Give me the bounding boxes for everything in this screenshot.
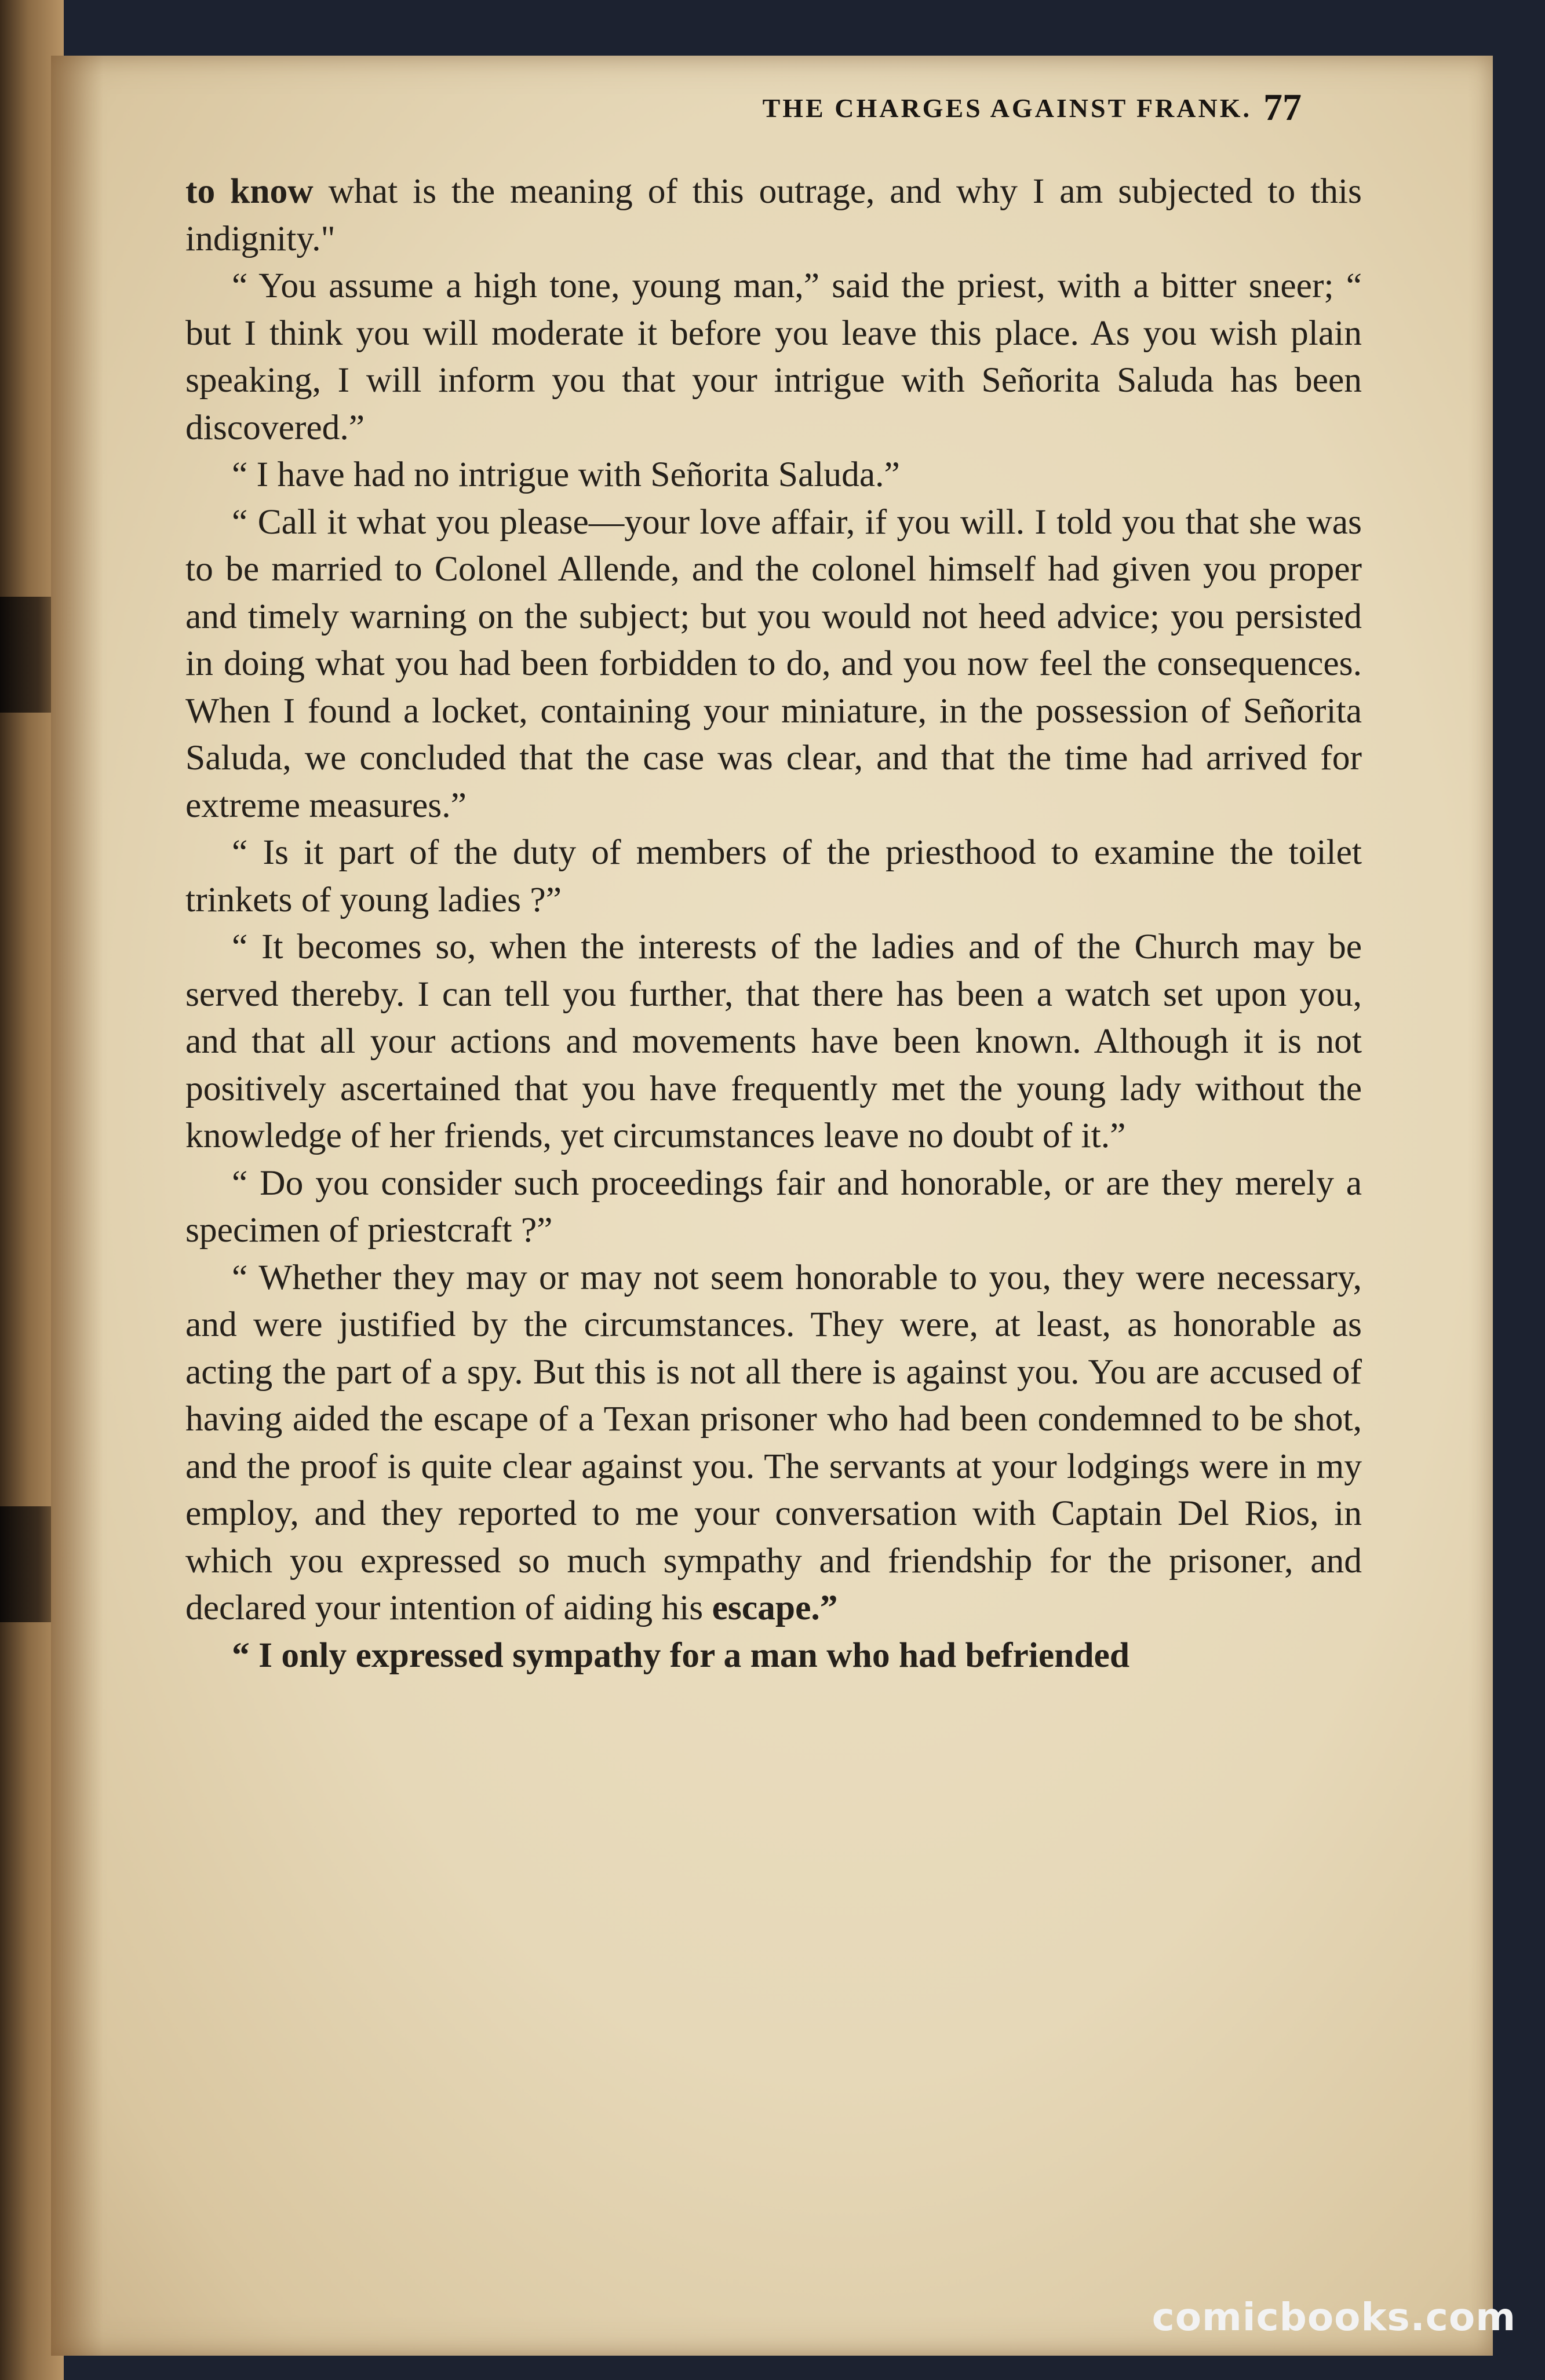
paragraph-3: “ I have had no intrigue with Señorita Saluda.” xyxy=(232,455,900,494)
paragraph-8-text: “ Whether they may or may not seem honorable to you, they were necessary, and were justified by the circumstances. They were, at least, as honorable as acting the part of a spy. But this is not all there is against you. You are accused of having aided the escape of a Texan prisoner who had been condemned to be shot, and the proof is quite clear against you. The servants at your lodgings were in my employ, and they reported to me your conversation with Captain Del Rios, in which you expressed so much sympathy and friendship for the prisoner, and declared your intention of aiding his xyxy=(185,1257,1362,1627)
paragraph-4: “ Call it what you please—your love affair, if you will. I told you that she was to be married to Colonel Allende, and the colonel himself had given you proper and timely warning on the subject; but you would not heed advice; you persisted in doing what you had been forbidden to do, and you now feel the consequences. When I found a locket, containing your miniature, in the possession of Señorita Saluda, we concluded that the case was clear, and that the time had arrived for extreme measures.” xyxy=(185,502,1362,825)
paragraph-9: “ I only expressed sympathy for a man who had befriended xyxy=(232,1635,1130,1675)
paragraph-7: “ Do you consider such proceedings fair and honorable, or are they merely a specimen of priestcraft ?” xyxy=(185,1163,1362,1250)
paragraph-6: “ It becomes so, when the interests of the ladies and of the Church may be served thereby. I can tell you further, that there has been a watch set upon you, and that all your actions and movements have been known. Although it is not positively ascertained that you have frequently met the young lady without the knowledge of her friends, yet circumstances leave no doubt of it.” xyxy=(185,927,1362,1155)
page-gutter-shadow xyxy=(51,56,103,2356)
site-watermark: comicbooks.com xyxy=(1152,2295,1516,2339)
paragraph-1 xyxy=(185,168,1362,262)
paragraph-8 xyxy=(185,1254,1362,1632)
paragraph-8-bold-end: escape.” xyxy=(712,1588,838,1627)
paragraph-5: “ Is it part of the duty of members of the priesthood to examine the toilet trinkets of young ladies ?” xyxy=(185,833,1362,919)
page-number: 77 xyxy=(1263,86,1302,129)
paragraph-2: “ You assume a high tone, young man,” said the priest, with a bitter sneer; “ but I think you will moderate it before you leave this place. As you wish plain speaking, I will inform you that your intrigue with Señorita Saluda has been discovered.” xyxy=(185,266,1362,447)
paragraph-1-text: what is the meaning of this outrage, and why I am subjected to this indignity." xyxy=(185,171,1362,258)
paragraph-1-bold-start: to know xyxy=(185,171,314,211)
body-text xyxy=(185,168,1362,2126)
running-head: THE CHARGES AGAINST FRANK. xyxy=(762,93,1252,123)
